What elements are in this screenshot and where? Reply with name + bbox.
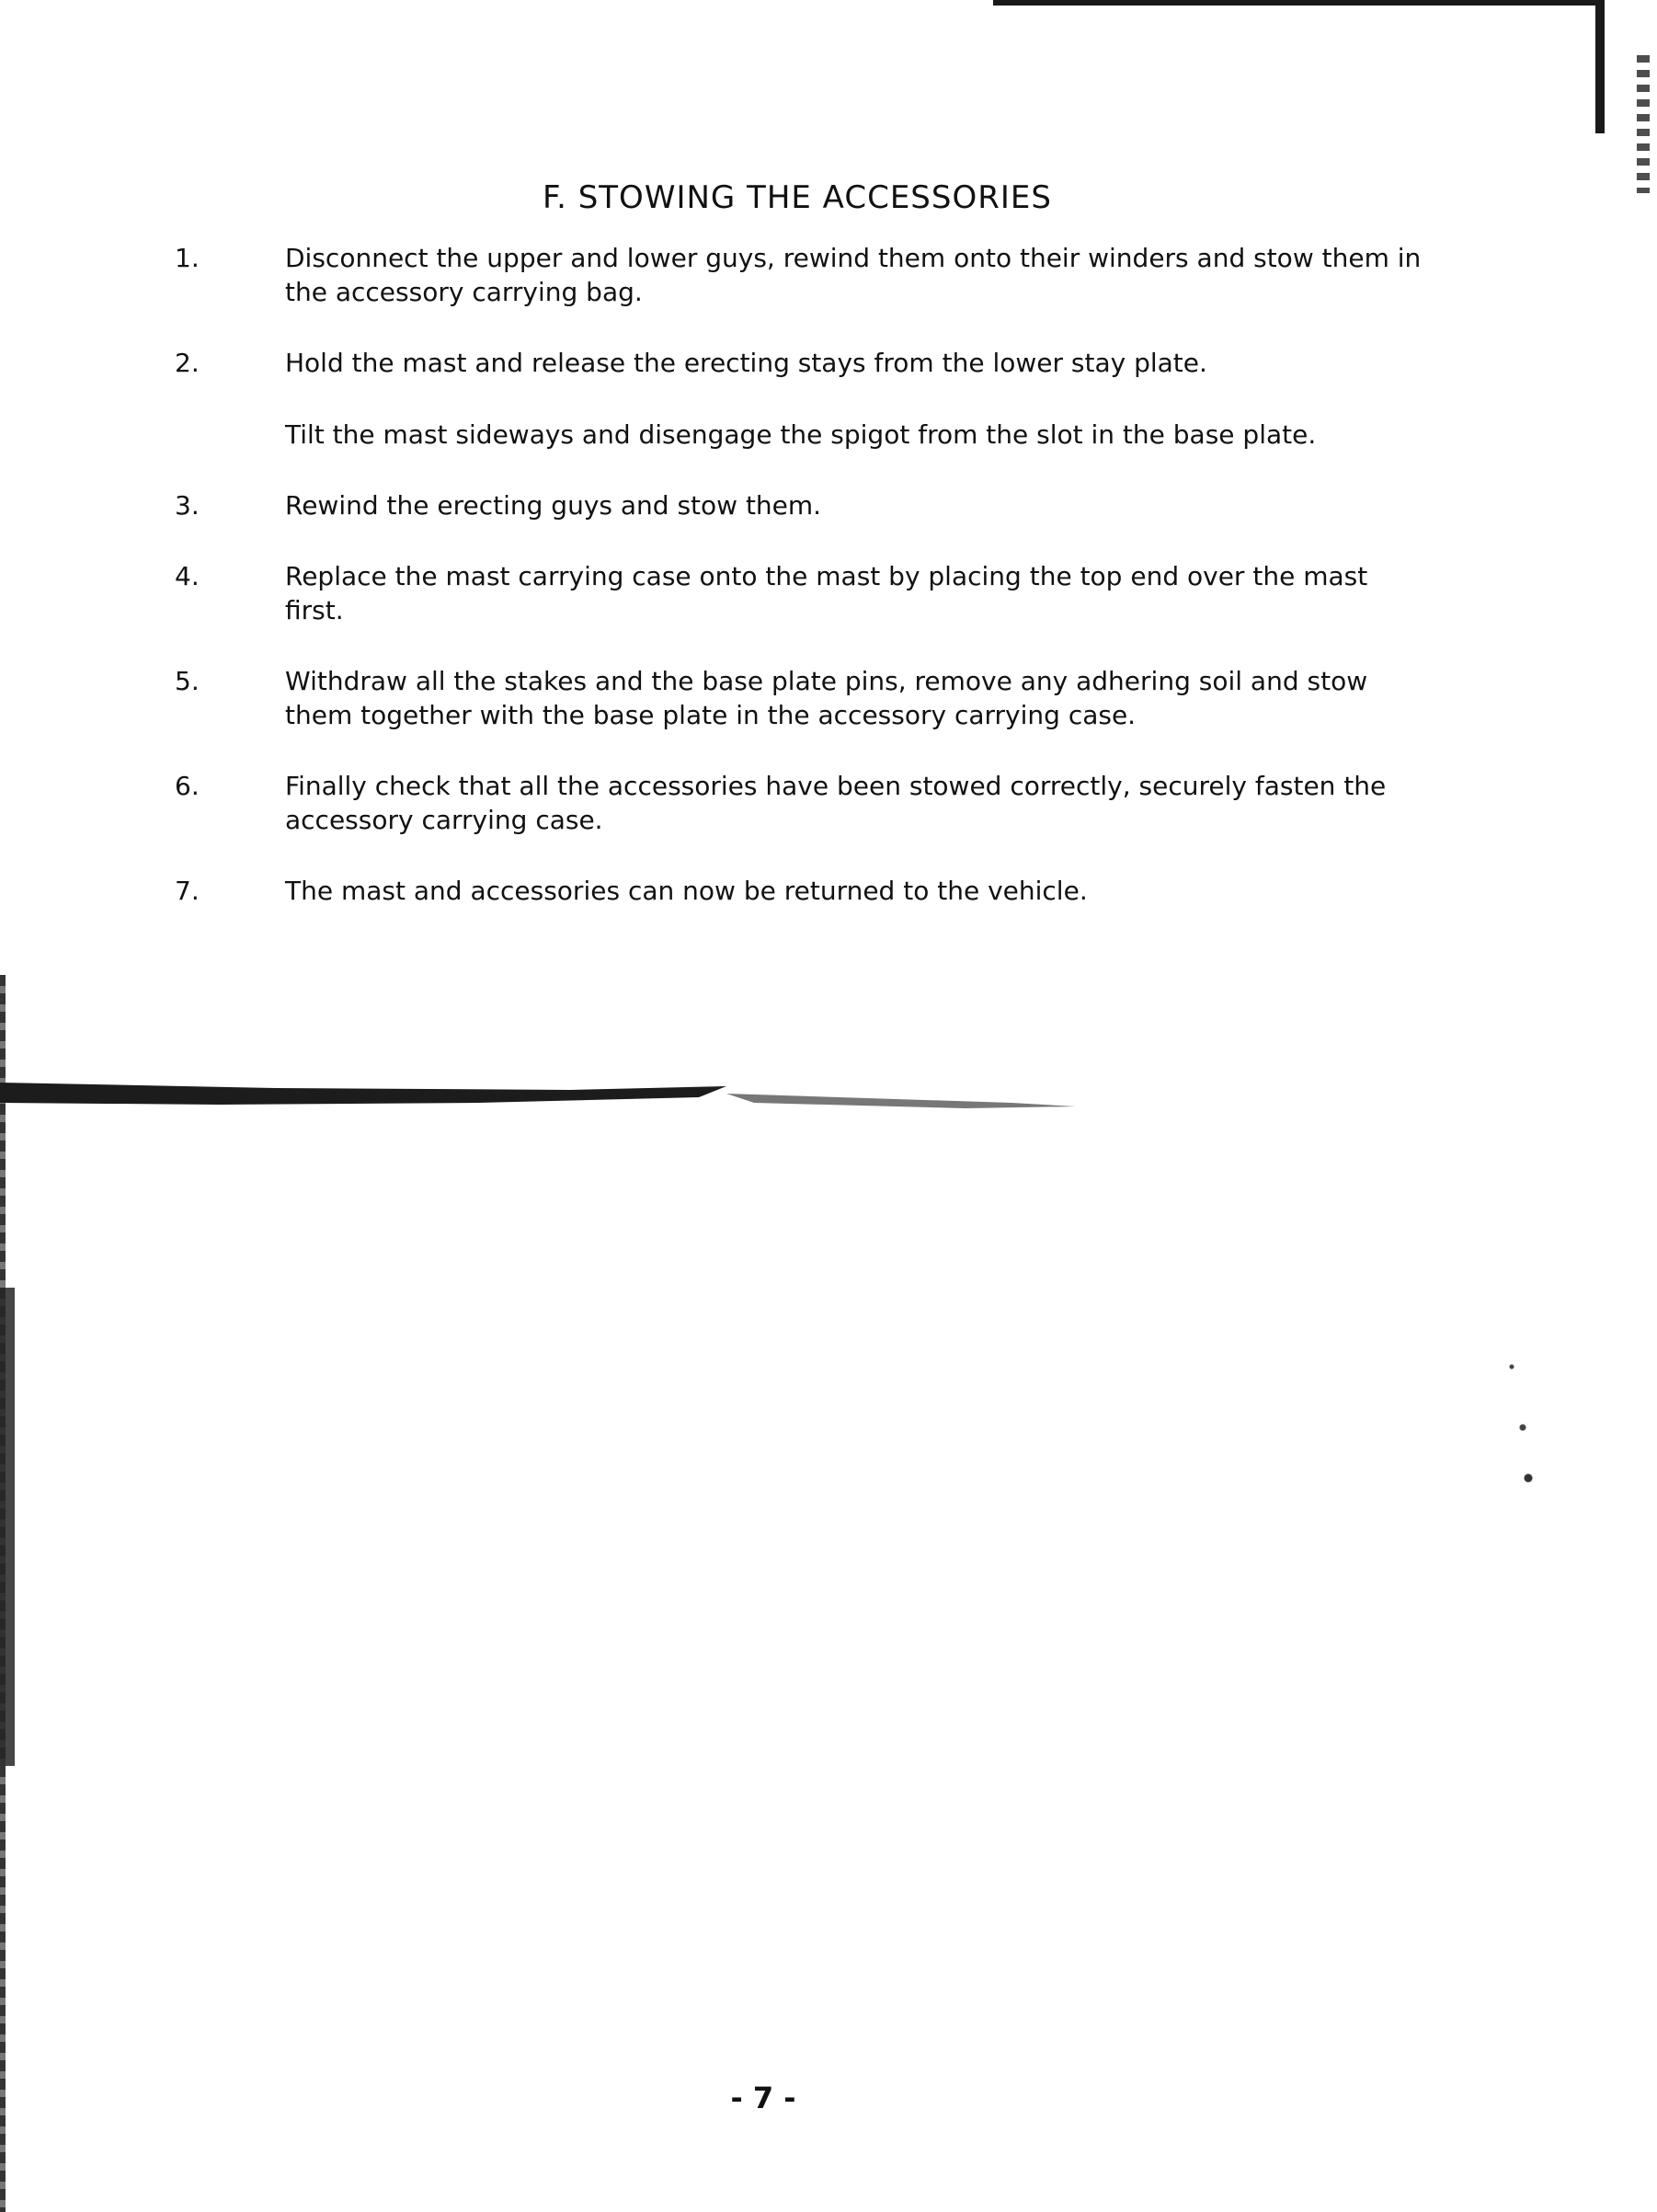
fold-streak xyxy=(0,1081,1085,1117)
step-paragraph: Finally check that all the accessories have been stowed correctly, securely fasten the accessory carrying case. xyxy=(285,771,1387,835)
step-paragraph: Rewind the erecting guys and stow them. xyxy=(285,490,822,521)
scan-edge-right xyxy=(1595,0,1605,133)
step-number: 1. xyxy=(175,243,200,273)
step-text xyxy=(285,241,1425,309)
step-number: 2. xyxy=(175,348,200,378)
step-paragraph: Withdraw all the stakes and the base plate pins, remove any adhering soil and stow them together with the base plate in the accessory carrying case. xyxy=(285,666,1368,730)
step-number: 4. xyxy=(175,561,200,591)
step-text xyxy=(285,488,1425,522)
page-number: - 7 - xyxy=(730,2080,796,2115)
list-item xyxy=(175,346,1462,452)
scan-blot-right xyxy=(1637,55,1650,193)
list-item xyxy=(175,874,1462,908)
step-paragraph: Replace the mast carrying case onto the mast by placing the top end over the mast first. xyxy=(285,561,1368,625)
list-item xyxy=(175,559,1462,627)
list-item xyxy=(175,241,1462,309)
list-item xyxy=(175,488,1462,522)
step-text xyxy=(285,346,1425,452)
steps-list xyxy=(175,241,1462,908)
scan-edge-left-dark xyxy=(0,1288,15,1766)
section-title: F. STOWING THE ACCESSORIES xyxy=(543,179,1052,216)
scan-specks xyxy=(1490,1306,1545,1508)
step-paragraph: The mast and accessories can now be returned to the vehicle. xyxy=(285,876,1088,906)
step-text xyxy=(285,559,1425,627)
step-paragraph: Disconnect the upper and lower guys, rewind them onto their winders and stow them in the accessory carrying bag. xyxy=(285,243,1422,307)
step-number: 3. xyxy=(175,490,200,521)
step-text xyxy=(285,769,1425,837)
step-text xyxy=(285,664,1425,732)
step-number: 5. xyxy=(175,666,200,696)
list-item xyxy=(175,664,1462,732)
step-paragraph: Hold the mast and release the erecting stays from the lower stay plate. xyxy=(285,348,1207,378)
step-text xyxy=(285,874,1425,908)
step-paragraph: Tilt the mast sideways and disengage the spigot from the slot in the base plate. xyxy=(285,419,1317,450)
list-item xyxy=(175,769,1462,837)
step-number: 6. xyxy=(175,771,200,801)
step-number: 7. xyxy=(175,876,200,906)
scan-edge-top xyxy=(993,0,1600,6)
